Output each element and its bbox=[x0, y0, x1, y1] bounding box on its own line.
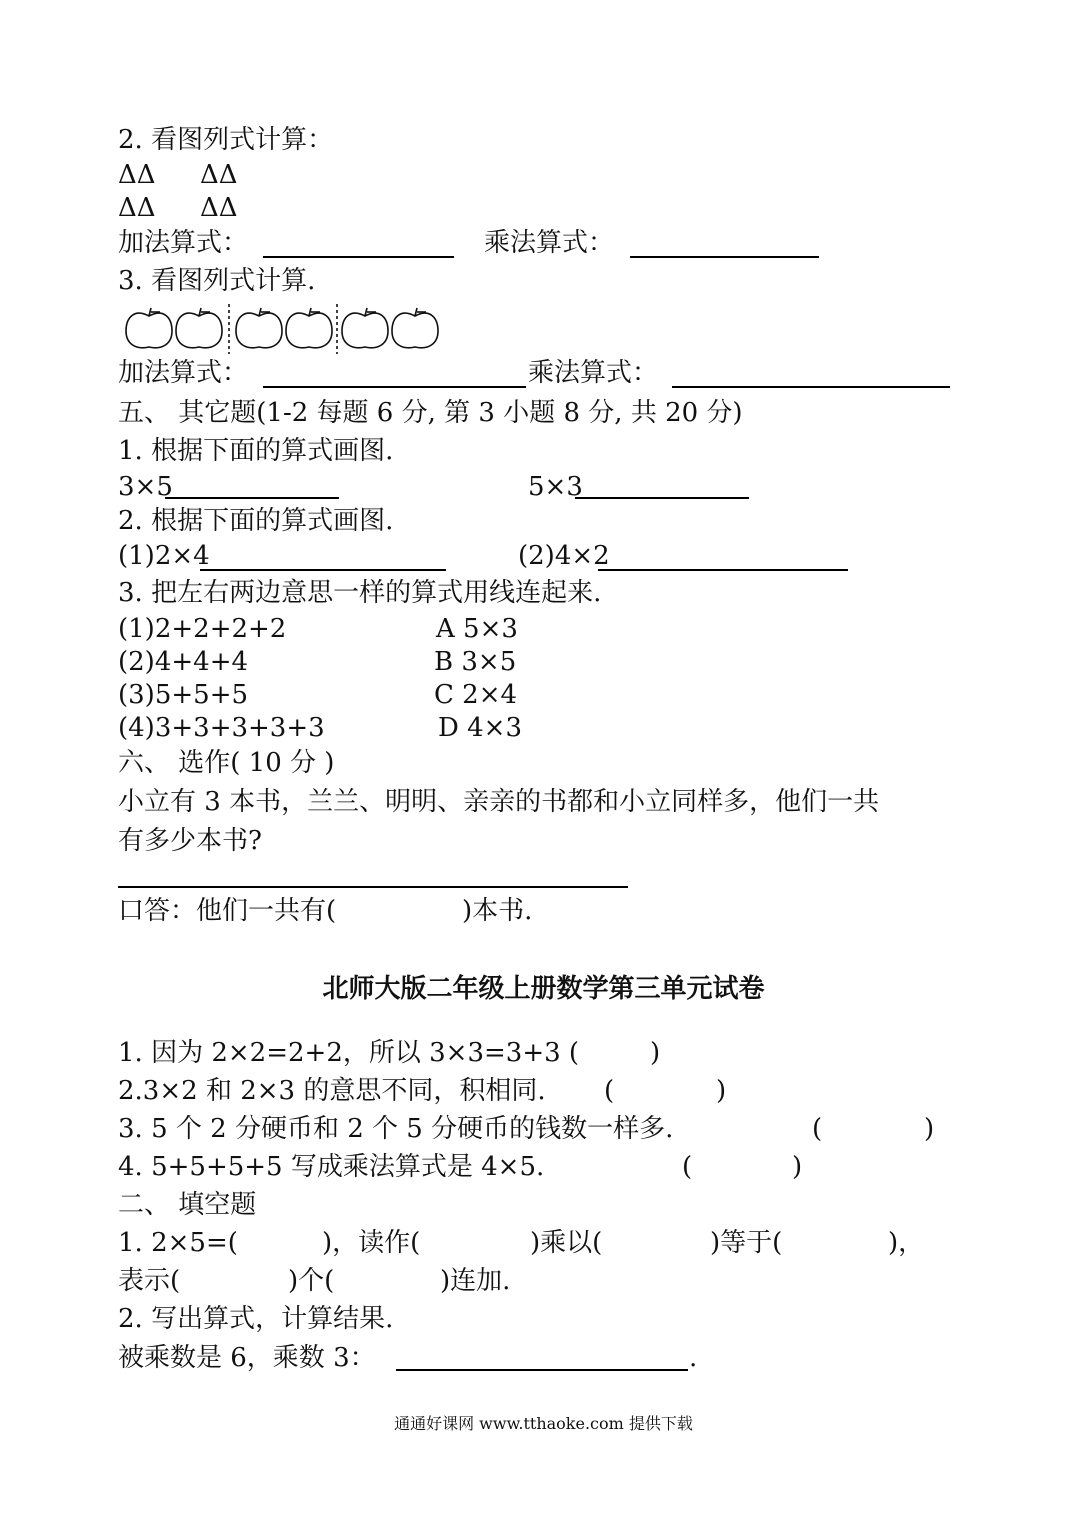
fill-section-heading: 二、 填空题 bbox=[118, 1190, 257, 1220]
expression: 5×3 bbox=[528, 472, 583, 502]
multiplication-answer-blank[interactable] bbox=[672, 386, 950, 388]
judge-close-paren: ) bbox=[792, 1152, 803, 1182]
page-title: 北师大版二年级上册数学第三单元试卷 bbox=[322, 974, 765, 1004]
word-problem-line: 有多少本书? bbox=[118, 826, 262, 856]
judge-question-2: 2.3×2 和 2×3 的意思不同，积相同. bbox=[118, 1076, 546, 1106]
expression: 3×5 bbox=[118, 472, 173, 502]
judge-close-paren: ) bbox=[924, 1114, 935, 1144]
triangle-group: ΔΔ bbox=[200, 193, 238, 223]
apple-icon bbox=[286, 308, 332, 348]
section-6-heading: 六、 选作( 10 分 ) bbox=[118, 748, 335, 778]
judge-close-paren: ) bbox=[716, 1076, 727, 1106]
fill-text: )，读作( bbox=[322, 1228, 421, 1258]
fill-text: )等于( bbox=[710, 1228, 783, 1258]
question-3: 3. 把左右两边意思一样的算式用线连起来. bbox=[118, 578, 602, 608]
question-2: 2. 根据下面的算式画图. bbox=[118, 506, 394, 536]
drawing-blank[interactable] bbox=[200, 569, 446, 571]
addition-answer-blank[interactable] bbox=[263, 256, 454, 258]
fill-text: )， bbox=[888, 1228, 925, 1258]
multiplication-answer-blank[interactable] bbox=[630, 256, 819, 258]
match-right-item[interactable]: A 5×3 bbox=[436, 614, 518, 644]
period: . bbox=[689, 1343, 698, 1373]
judge-question-3: 3. 5 个 2 分硬币和 2 个 5 分硬币的钱数一样多. bbox=[118, 1114, 674, 1144]
judge-close-paren: ) bbox=[650, 1038, 661, 1068]
match-right-item[interactable]: D 4×3 bbox=[438, 713, 522, 743]
fill-text: 1. 2×5=( bbox=[118, 1228, 238, 1258]
addition-answer-blank[interactable] bbox=[263, 386, 526, 388]
drawing-blank[interactable] bbox=[165, 497, 339, 499]
section-5-heading: 五、 其它题(1-2 每题 6 分, 第 3 小题 8 分, 共 20 分) bbox=[118, 398, 743, 428]
problem-2-heading: 2. 看图列式计算： bbox=[118, 125, 334, 155]
triangle-group: ΔΔ bbox=[200, 160, 238, 190]
fill-question-2: 2. 写出算式，计算结果. bbox=[118, 1304, 394, 1334]
apple-icon bbox=[392, 308, 438, 348]
expression: (1)2×4 bbox=[118, 541, 210, 571]
triangle-group: ΔΔ bbox=[118, 193, 156, 223]
drawing-blank[interactable] bbox=[598, 569, 848, 571]
answer-prefix: 口答：他们一共有( bbox=[118, 896, 337, 926]
apple-icon bbox=[126, 308, 172, 348]
apple-icon bbox=[342, 308, 388, 348]
fill-text: )个( bbox=[288, 1266, 335, 1296]
fill-text: )连加. bbox=[440, 1266, 511, 1296]
formula-answer-blank[interactable] bbox=[396, 1369, 688, 1371]
addition-label: 加法算式： bbox=[118, 358, 249, 388]
addition-label: 加法算式： bbox=[118, 228, 249, 258]
answer-suffix: )本书. bbox=[462, 896, 533, 926]
match-left-item[interactable]: (2)4+4+4 bbox=[118, 647, 249, 677]
work-blank[interactable] bbox=[118, 886, 628, 888]
expression: (2)4×2 bbox=[518, 541, 610, 571]
judge-open-paren: ( bbox=[604, 1076, 615, 1106]
triangle-group: ΔΔ bbox=[118, 160, 156, 190]
page-footer: 通通好课网 www.tthaoke.com 提供下载 bbox=[394, 1414, 693, 1433]
multiplication-label: 乘法算式： bbox=[484, 228, 615, 258]
judge-open-paren: ( bbox=[812, 1114, 823, 1144]
question-1: 1. 根据下面的算式画图. bbox=[118, 436, 394, 466]
apple-icon bbox=[176, 308, 222, 348]
judge-open-paren: ( bbox=[682, 1152, 693, 1182]
problem-3-heading: 3. 看图列式计算. bbox=[118, 266, 316, 296]
fill-text: )乘以( bbox=[530, 1228, 603, 1258]
multiplication-label: 乘法算式： bbox=[528, 358, 659, 388]
match-left-item[interactable]: (3)5+5+5 bbox=[118, 680, 249, 710]
fill-question-2-line: 被乘数是 6，乘数 3： bbox=[118, 1343, 376, 1373]
match-right-item[interactable]: B 3×5 bbox=[434, 647, 517, 677]
match-right-item[interactable]: C 2×4 bbox=[434, 680, 518, 710]
fill-text: 表示( bbox=[118, 1266, 181, 1296]
word-problem-line: 小立有 3 本书，兰兰、明明、亲亲的书都和小立同样多，他们一共 bbox=[118, 787, 880, 817]
apple-groups-figure bbox=[124, 304, 444, 354]
judge-question-1: 1. 因为 2×2=2+2，所以 3×3=3+3 ( bbox=[118, 1038, 580, 1068]
match-left-item[interactable]: (4)3+3+3+3+3 bbox=[118, 713, 325, 743]
match-left-item[interactable]: (1)2+2+2+2 bbox=[118, 614, 287, 644]
drawing-blank[interactable] bbox=[575, 497, 749, 499]
judge-question-4: 4. 5+5+5+5 写成乘法算式是 4×5. bbox=[118, 1152, 545, 1182]
apple-icon bbox=[236, 308, 282, 348]
